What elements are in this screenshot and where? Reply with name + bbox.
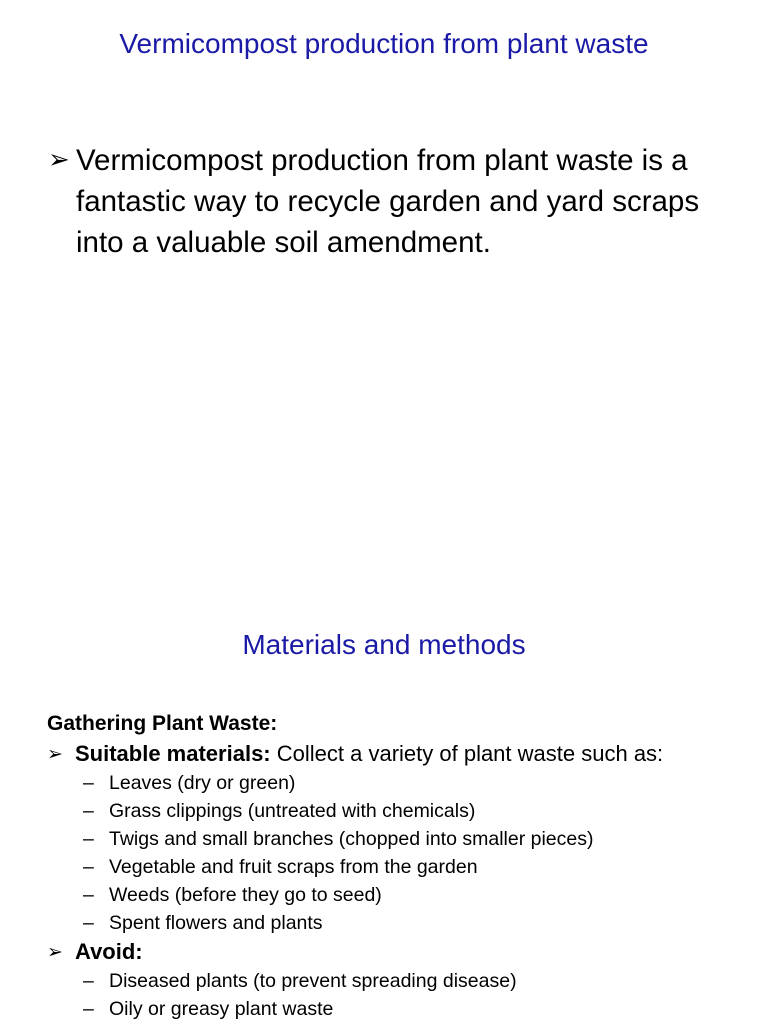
- list-item: [83, 825, 747, 853]
- list-item-text: Spent flowers and plants: [109, 912, 323, 934]
- list-item: [83, 909, 747, 937]
- suitable-materials-list: [47, 769, 747, 937]
- section-heading: Gathering Plant Waste:: [47, 712, 278, 735]
- dash-icon: –: [83, 912, 94, 934]
- avoid-label: Avoid:: [75, 939, 143, 964]
- gathering-section: [47, 709, 747, 1023]
- suitable-materials-bullet: [47, 739, 747, 769]
- dash-icon: –: [83, 970, 94, 992]
- list-item: [83, 769, 747, 797]
- suitable-materials-label: Suitable materials:: [75, 741, 271, 766]
- list-item: [83, 995, 747, 1023]
- avoid-list: [47, 967, 747, 1023]
- suitable-materials-desc: Collect a variety of plant waste such as:: [270, 741, 664, 766]
- dash-icon: –: [83, 772, 94, 794]
- list-item: [83, 881, 747, 909]
- dash-icon: –: [83, 998, 94, 1020]
- list-item: [83, 797, 747, 825]
- list-item-text: Grass clippings (untreated with chemicals): [109, 800, 476, 822]
- list-item-text: Vegetable and fruit scraps from the garden: [109, 856, 478, 878]
- list-item-text: Leaves (dry or green): [109, 772, 296, 794]
- dash-icon: –: [83, 856, 94, 878]
- list-item-text: Weeds (before they go to seed): [109, 884, 382, 906]
- dash-icon: –: [83, 800, 94, 822]
- arrow-bullet-icon: ➢: [48, 145, 70, 175]
- arrow-bullet-icon: ➢: [47, 743, 63, 765]
- avoid-bullet: [47, 937, 747, 967]
- dash-icon: –: [83, 828, 94, 850]
- suitable-materials-text: [75, 739, 663, 769]
- dash-icon: –: [83, 884, 94, 906]
- intro-bullet: [48, 140, 748, 263]
- section-title: Materials and methods: [242, 629, 526, 660]
- list-item: [83, 853, 747, 881]
- list-item-text: Diseased plants (to prevent spreading disease): [109, 970, 517, 992]
- arrow-bullet-icon: ➢: [47, 941, 63, 963]
- slide-title: Vermicompost production from plant waste: [119, 28, 649, 59]
- intro-bullet-text: Vermicompost production from plant waste is a fantastic way to recycle garden and yard scraps into a valuable soil amendment.: [76, 144, 700, 259]
- list-item-text: Oily or greasy plant waste: [109, 998, 334, 1020]
- list-item: [83, 967, 747, 995]
- list-item-text: Twigs and small branches (chopped into smaller pieces): [109, 828, 594, 850]
